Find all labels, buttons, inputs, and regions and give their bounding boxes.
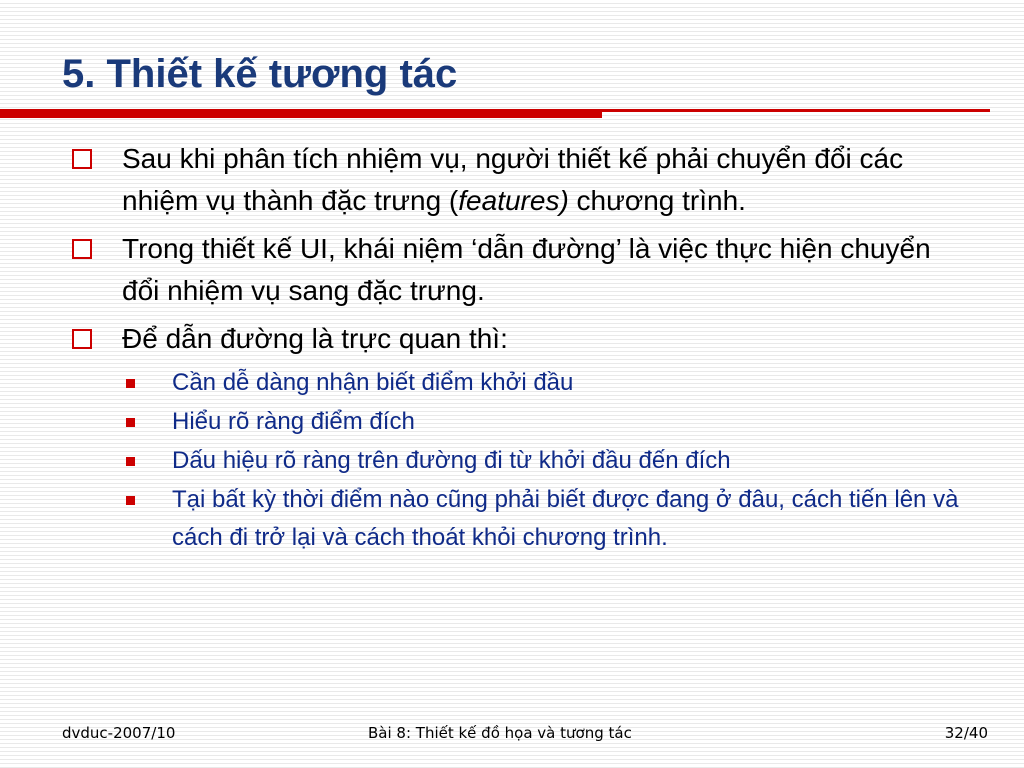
sub-bullet-list bbox=[72, 364, 972, 557]
sub-bullet-text: Cần dễ dàng nhận biết điểm khởi đầu bbox=[172, 369, 574, 396]
hollow-square-icon bbox=[72, 329, 92, 349]
bullet-text-italic: features) bbox=[458, 185, 569, 216]
title-underline bbox=[0, 106, 990, 122]
bullet-item bbox=[72, 228, 972, 312]
bullet-item bbox=[72, 318, 972, 360]
filled-square-icon bbox=[126, 457, 135, 466]
filled-square-icon bbox=[126, 379, 135, 388]
bullet-text: Trong thiết kế UI, khái niệm ‘dẫn đường’ là việc thực hiện chuyển đổi nhiệm vụ sang đặc trưng. bbox=[122, 233, 931, 306]
slide-title: 5. Thiết kế tương tác bbox=[62, 52, 458, 96]
sub-bullet-item bbox=[72, 442, 972, 480]
sub-bullet-item bbox=[72, 364, 972, 402]
bullet-item bbox=[72, 138, 972, 222]
hollow-square-icon bbox=[72, 149, 92, 169]
filled-square-icon bbox=[126, 496, 135, 505]
sub-bullet-text: Dấu hiệu rõ ràng trên đường đi từ khởi đầu đến đích bbox=[172, 447, 731, 474]
footer-page-number: 32/40 bbox=[944, 724, 988, 742]
bullet-text: Để dẫn đường là trực quan thì: bbox=[122, 323, 508, 354]
sub-bullet-item bbox=[72, 403, 972, 441]
slide-content bbox=[72, 138, 972, 558]
title-underline-thick bbox=[0, 109, 602, 118]
slide-footer bbox=[62, 724, 988, 744]
footer-lecture-title: Bài 8: Thiết kế đồ họa và tương tác bbox=[368, 724, 632, 742]
bullet-text: chương trình. bbox=[568, 185, 746, 216]
filled-square-icon bbox=[126, 418, 135, 427]
footer-author-date: dvduc-2007/10 bbox=[62, 724, 176, 742]
sub-bullet-text: Hiểu rõ ràng điểm đích bbox=[172, 408, 415, 435]
sub-bullet-item bbox=[72, 481, 972, 557]
sub-bullet-text: Tại bất kỳ thời điểm nào cũng phải biết được đang ở đâu, cách tiến lên và cách đi trở lại và cách thoát khỏi chương trình. bbox=[172, 486, 959, 551]
bullet-text: Sau khi phân tích nhiệm vụ, người thiết kế phải chuyển đổi các nhiệm vụ thành đặc trưng ( bbox=[122, 143, 904, 216]
hollow-square-icon bbox=[72, 239, 92, 259]
